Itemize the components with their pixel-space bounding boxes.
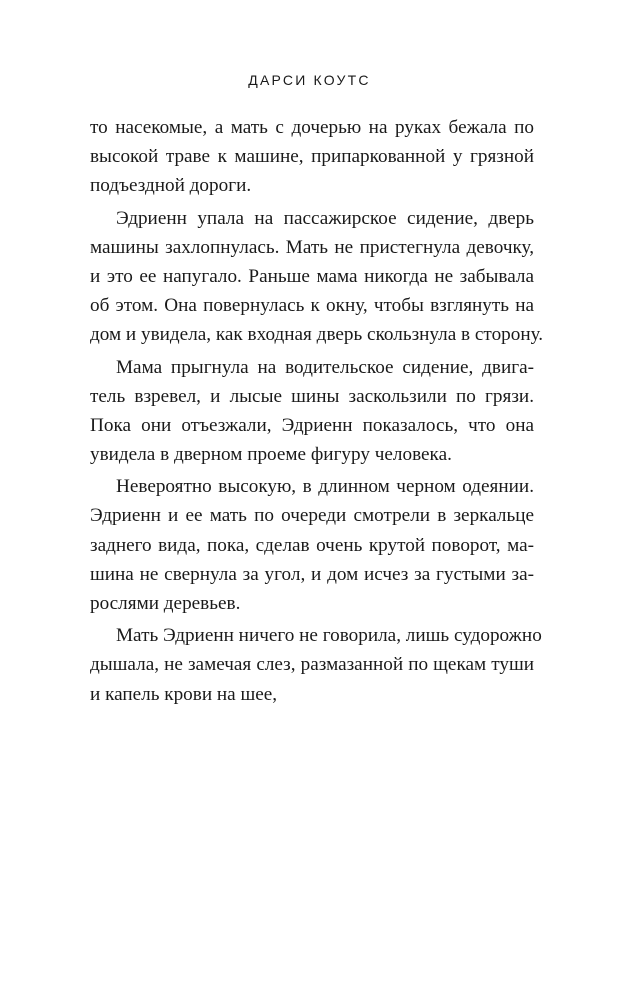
text-line: Эдриенн и ее мать по очереди смотрели в зеркальце (90, 505, 534, 527)
text-line: Мать Эдриенн ничего не говорила, лишь судорожно (116, 625, 542, 647)
text-line: Пока они отъезжали, Эдриенн показалось, что она (90, 414, 534, 436)
text-line: подъездной дороги. (90, 175, 252, 197)
text-line: высокой траве к машине, припаркованной у грязной (90, 146, 534, 168)
paragraph (90, 472, 534, 618)
text-line: Эдриенн упала на пассажирское сидение, дверь (116, 207, 534, 229)
text-line: Мама прыгнула на водительское сидение, двига- (116, 356, 534, 378)
text-line: об этом. Она повернулась к окну, чтобы взглянуть на (90, 295, 534, 317)
paragraph (90, 621, 542, 709)
text-line: заднего вида, пока, сделав очень крутой поворот, ма- (90, 534, 534, 556)
text-line: и это ее напугало. Раньше мама никогда не забывала (90, 265, 534, 287)
paragraph (90, 113, 534, 201)
body-text (90, 113, 544, 709)
text-line: шина не свернула за угол, и дом исчез за густыми за- (90, 563, 534, 585)
paragraph (90, 353, 534, 470)
text-line: Невероятно высокую, в длинном черном одеянии. (116, 476, 534, 498)
text-line: тель взревел, и лысые шины заскользили по грязи. (90, 385, 534, 407)
text-line: дышала, не замечая слез, размазанной по щекам туши (90, 654, 534, 676)
text-line: дом и увидела, как входная дверь скользнула в сторону. (90, 324, 544, 346)
paragraph (90, 204, 544, 350)
text-line: рослями деревьев. (90, 593, 241, 614)
text-line: то насекомые, а мать с дочерью на руках бежала по (90, 117, 534, 138)
running-head-author: ДАРСИ КОУТС (248, 72, 371, 88)
text-line: увидела в дверном проеме фигуру человека. (90, 444, 452, 466)
text-line: машины захлопнулась. Мать не пристегнула девочку, (90, 236, 534, 258)
text-line: и капель крови на шее, (90, 683, 278, 705)
